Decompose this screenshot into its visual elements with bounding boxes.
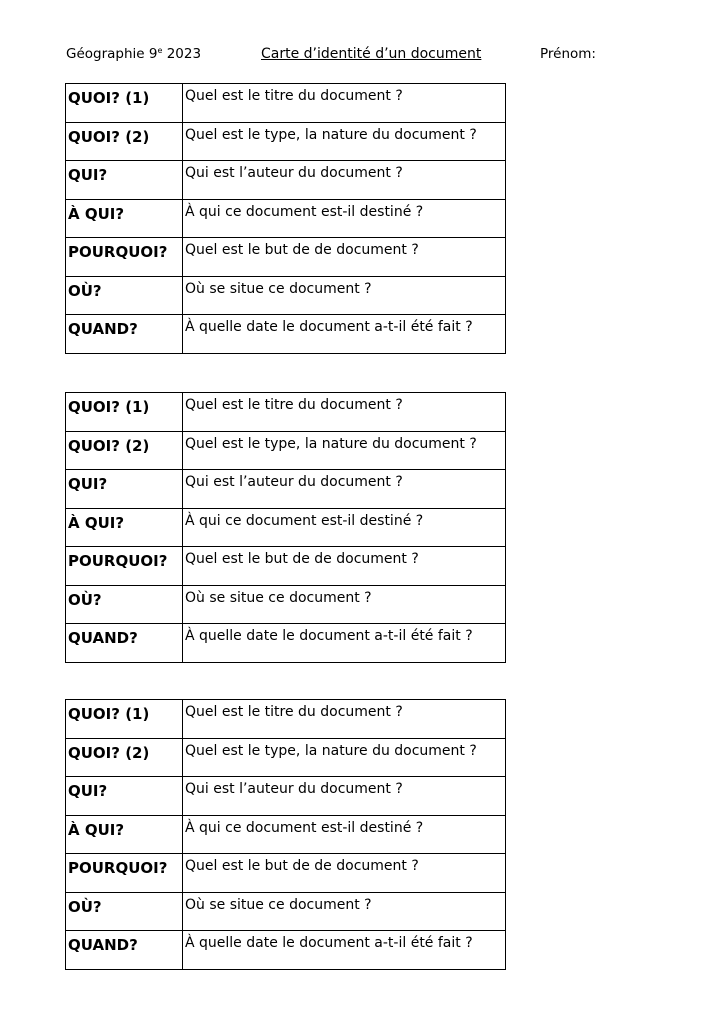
question-description: Qui est l’auteur du document ? xyxy=(183,470,506,509)
question-label: OÙ? xyxy=(66,892,183,931)
question-description: À qui ce document est-il destiné ? xyxy=(183,199,506,238)
table-row xyxy=(66,931,506,970)
table-row xyxy=(66,122,506,161)
question-description: À qui ce document est-il destiné ? xyxy=(183,508,506,547)
page-title: Carte d’identité d’un document xyxy=(261,46,482,62)
question-label: QUOI? (2) xyxy=(66,738,183,777)
table-row xyxy=(66,161,506,200)
table-row xyxy=(66,624,506,663)
question-description: Où se situe ce document ? xyxy=(183,276,506,315)
question-description: Qui est l’auteur du document ? xyxy=(183,777,506,816)
grade-suffix: e xyxy=(157,46,163,55)
table-row xyxy=(66,777,506,816)
year-label: 2023 xyxy=(166,46,202,62)
question-description: Quel est le titre du document ? xyxy=(183,393,506,432)
table-row xyxy=(66,393,506,432)
question-description: À qui ce document est-il destiné ? xyxy=(183,815,506,854)
page-header xyxy=(0,46,724,66)
table-row xyxy=(66,315,506,354)
table-row xyxy=(66,238,506,277)
question-description: À quelle date le document a-t-il été fait ? xyxy=(183,624,506,663)
question-label: OÙ? xyxy=(66,585,183,624)
question-description: Qui est l’auteur du document ? xyxy=(183,161,506,200)
name-label: Prénom: xyxy=(540,46,596,62)
identity-card-3 xyxy=(65,699,506,970)
subject-label: Géographie 9 xyxy=(66,46,158,62)
table-row xyxy=(66,854,506,893)
table-row xyxy=(66,815,506,854)
table-row xyxy=(66,470,506,509)
question-label: POURQUOI? xyxy=(66,854,183,893)
table-row xyxy=(66,547,506,586)
identity-card-2 xyxy=(65,392,506,663)
question-description: À quelle date le document a-t-il été fait ? xyxy=(183,315,506,354)
question-label: QUAND? xyxy=(66,931,183,970)
question-description: Quel est le titre du document ? xyxy=(183,700,506,739)
question-label: QUOI? (2) xyxy=(66,431,183,470)
table-row xyxy=(66,431,506,470)
question-description: Quel est le but de de document ? xyxy=(183,854,506,893)
question-description: Où se situe ce document ? xyxy=(183,585,506,624)
question-description: Quel est le type, la nature du document ? xyxy=(183,738,506,777)
identity-card-1 xyxy=(65,83,506,354)
table-row xyxy=(66,892,506,931)
question-description: Quel est le but de de document ? xyxy=(183,238,506,277)
table-row xyxy=(66,738,506,777)
question-description: Quel est le type, la nature du document ? xyxy=(183,431,506,470)
question-label: À QUI? xyxy=(66,815,183,854)
table-row xyxy=(66,276,506,315)
question-label: À QUI? xyxy=(66,508,183,547)
question-label: QUOI? (1) xyxy=(66,393,183,432)
table-row xyxy=(66,508,506,547)
question-description: Où se situe ce document ? xyxy=(183,892,506,931)
question-description: Quel est le type, la nature du document ? xyxy=(183,122,506,161)
question-label: QUI? xyxy=(66,161,183,200)
question-label: POURQUOI? xyxy=(66,547,183,586)
question-label: OÙ? xyxy=(66,276,183,315)
table-row xyxy=(66,199,506,238)
question-label: QUAND? xyxy=(66,315,183,354)
question-label: QUOI? (2) xyxy=(66,122,183,161)
question-description: Quel est le titre du document ? xyxy=(183,84,506,123)
table-row xyxy=(66,585,506,624)
table-row xyxy=(66,84,506,123)
table-row xyxy=(66,700,506,739)
question-label: QUI? xyxy=(66,470,183,509)
question-label: QUI? xyxy=(66,777,183,816)
question-label: À QUI? xyxy=(66,199,183,238)
question-label: QUAND? xyxy=(66,624,183,663)
question-description: À quelle date le document a-t-il été fait ? xyxy=(183,931,506,970)
question-label: QUOI? (1) xyxy=(66,84,183,123)
subject-grade-year xyxy=(66,46,201,62)
question-label: QUOI? (1) xyxy=(66,700,183,739)
question-label: POURQUOI? xyxy=(66,238,183,277)
question-description: Quel est le but de de document ? xyxy=(183,547,506,586)
